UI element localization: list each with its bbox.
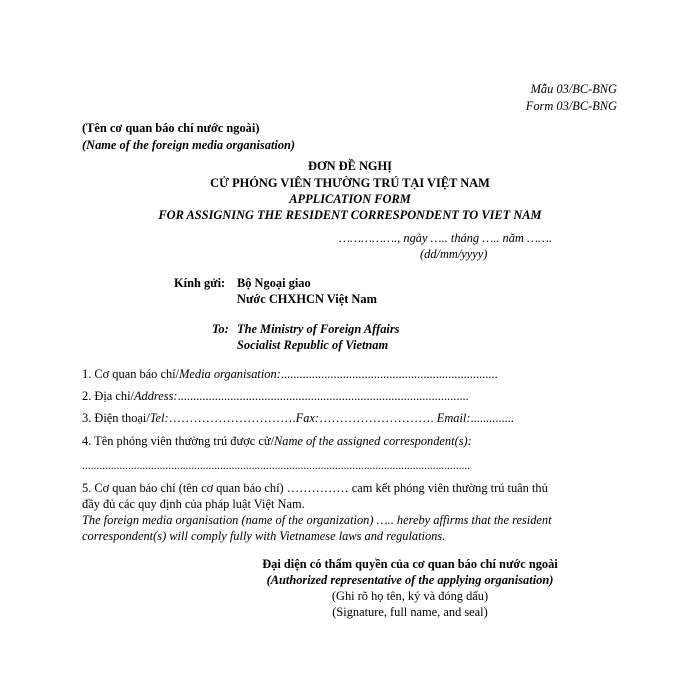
date-format: (dd/mm/yyyy) [420,247,488,261]
field-fax-dots: ………………………. [319,411,434,425]
org-placeholder-en: (Name of the foreign media organisation) [82,138,296,152]
field-phone-vi: 3. Điện thoại/ [82,411,150,425]
field-correspondent-en: Name of the assigned correspondent(s): [274,434,472,448]
field-tel-label: Tel: [149,411,169,425]
title-vi-line1: ĐƠN ĐỀ NGHỊ [308,159,392,173]
field-media-organisation-dots: ...................................................................... [280,367,498,381]
field-correspondent-vi: 4. Tên phóng viên thường trú được cử/ [82,434,275,448]
field-tel-dots: …………………………. [168,411,296,425]
recipient-vi-line2: Nước CHXHCN Việt Nam [237,292,377,306]
field-correspondent [82,434,472,450]
form-code-vi: Mẫu 03/BC-BNG [530,82,617,96]
title-vi-line2: CỬ PHÓNG VIÊN THƯỜNG TRÚ TẠI VIỆT NAM [210,176,490,190]
field-fax-label: Fax: [295,411,320,425]
field-address-en: Address: [133,389,178,403]
commitment-en-line2: correspondent(s) will comply fully with Vietnamese laws and regulations. [82,529,446,543]
recipient-en-line2: Socialist Republic of Vietnam [237,338,389,352]
field-media-organisation-en: Media organisation: [179,367,281,381]
field-email-label: Email: [436,411,471,425]
commitment-en-line1: The foreign media organisation (name of the organization) ….. hereby affirms that the resident [82,513,552,527]
field-correspondent-dots: ....................................................................................................................................... [82,460,471,472]
field-address-dots: .............................................................................................. [177,389,469,403]
form-code-en: Form 03/BC-BNG [525,99,617,113]
field-address [82,389,469,405]
recipient-vi-line1: Bộ Ngoại giao [237,276,311,290]
field-media-organisation-vi: 1. Cơ quan báo chí/ [82,367,180,381]
commitment-vi-line2: đầy đủ các quy định của pháp luật Việt Nam. [82,497,305,511]
commitment-vi-line1: 5. Cơ quan báo chí (tên cơ quan báo chí) …………… cam kết phóng viên thường trú tuân thủ [82,481,548,495]
field-address-vi: 2. Địa chỉ/ [82,389,134,403]
title-en-line1: APPLICATION FORM [289,192,411,206]
signature-title-vi: Đại diện có thẩm quyền của cơ quan báo chí nước ngoài [262,557,558,571]
field-media-organisation [82,367,498,383]
signature-note-vi: (Ghi rõ họ tên, ký và đóng dấu) [331,589,489,603]
recipient-en-label: To: [212,322,229,336]
signature-title-en: (Authorized representative of the applying organisation) [266,573,554,587]
date-line: ……………., ngày ….. tháng ….. năm ……. [339,231,553,245]
signature-note-en: (Signature, full name, and seal) [332,605,488,619]
title-en-line2: FOR ASSIGNING THE RESIDENT CORRESPONDENT TO VIET NAM [158,208,542,222]
recipient-vi-label: Kính gửi: [174,276,226,290]
org-placeholder-vi: (Tên cơ quan báo chí nước ngoài) [82,121,260,135]
recipient-en-line1: The Ministry of Foreign Affairs [237,322,400,336]
field-phone [82,411,514,427]
field-email-dots: .............. [470,411,514,425]
